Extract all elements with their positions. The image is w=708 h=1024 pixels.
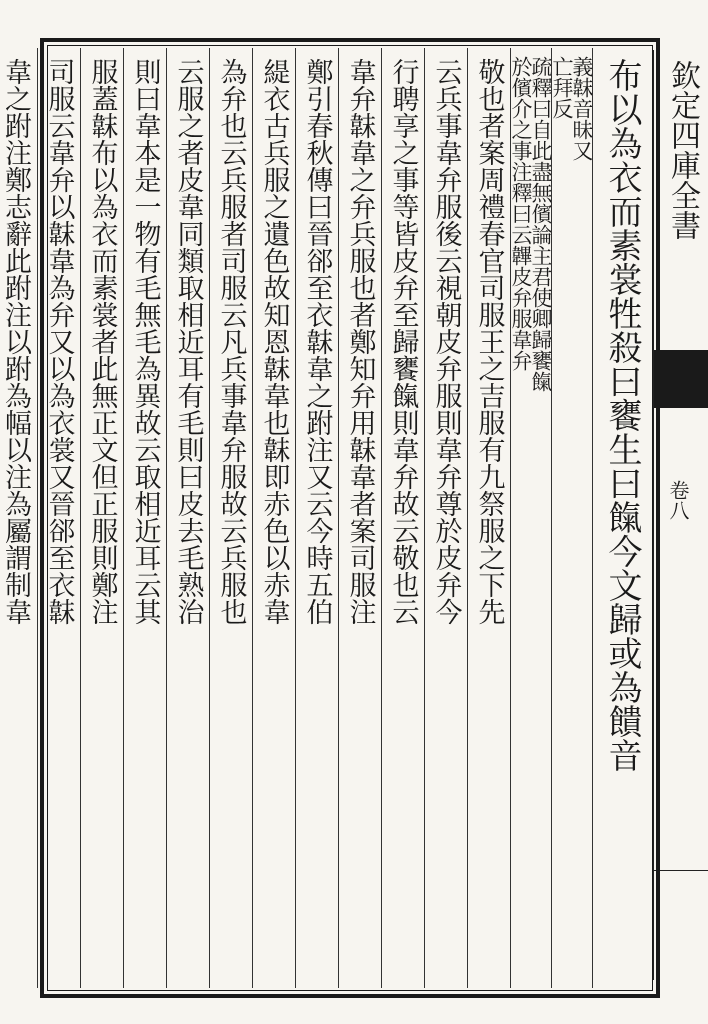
annotation-line: 疏釋曰自此盡無儐論主君使卿歸饔餼 — [529, 56, 553, 392]
column-text: 行聘享之事等皆皮弁至歸饔餼則韋弁故云敬也云 — [387, 58, 419, 625]
annotation-line: 義韎音昧又 — [570, 56, 594, 161]
column-text: 服蓋韎布以為衣而素裳者此無正文但正服則鄭注 — [86, 58, 118, 625]
column-text: 韋之跗注鄭志辭此跗注以跗為幅以注為屬謂制韋 — [0, 58, 31, 625]
column-text: 云服之者皮韋同類取相近耳有毛則曰皮去毛熟治 — [172, 58, 204, 625]
column-text: 鄭引春秋傳曰晉郤至衣韎韋之跗注又云今時五伯 — [301, 58, 333, 625]
column-text: 敬也者案周禮春官司服王之吉服有九祭服之下先 — [473, 58, 505, 625]
annotation-line: 亡拜反 — [550, 56, 574, 119]
column-text: 則曰韋本是一物有毛無毛為異故云取相近耳云其 — [129, 58, 161, 625]
column-text: 云兵事韋弁服後云視朝皮弁服則韋弁尊於皮弁今 — [430, 58, 462, 625]
page-edge — [652, 50, 708, 980]
column-4 — [467, 48, 510, 988]
text-frame — [0, 38, 660, 998]
column-3 — [510, 48, 551, 988]
column-text: 韋弁韎韋之弁兵服也者鄭知弁用韎韋者案司服注 — [344, 58, 376, 625]
text-columns — [0, 48, 650, 988]
fishtail-band — [654, 350, 708, 408]
column-text: 布以為衣而素裳牲殺曰饔生曰餼今文歸或為饋音 — [602, 58, 642, 772]
edge-rule — [654, 870, 708, 871]
column-text: 司服云韋弁以韎韋為弁又以為衣裳又晉郤至衣韎 — [43, 58, 75, 625]
annotation-line: 於儐介之事注釋曰云韠皮弁服韋弁 — [509, 56, 533, 371]
book-title: 欽定四庫全書 — [665, 60, 700, 240]
column-1 — [592, 48, 650, 988]
column-text: 緹衣古兵服之遺色故知恩韎韋也韎即赤色以赤韋 — [258, 58, 290, 625]
column-2 — [551, 48, 592, 988]
column-text: 為弁也云兵服者司服云凡兵事韋弁服故云兵服也 — [215, 58, 247, 625]
volume-label: 卷八 — [666, 480, 690, 520]
